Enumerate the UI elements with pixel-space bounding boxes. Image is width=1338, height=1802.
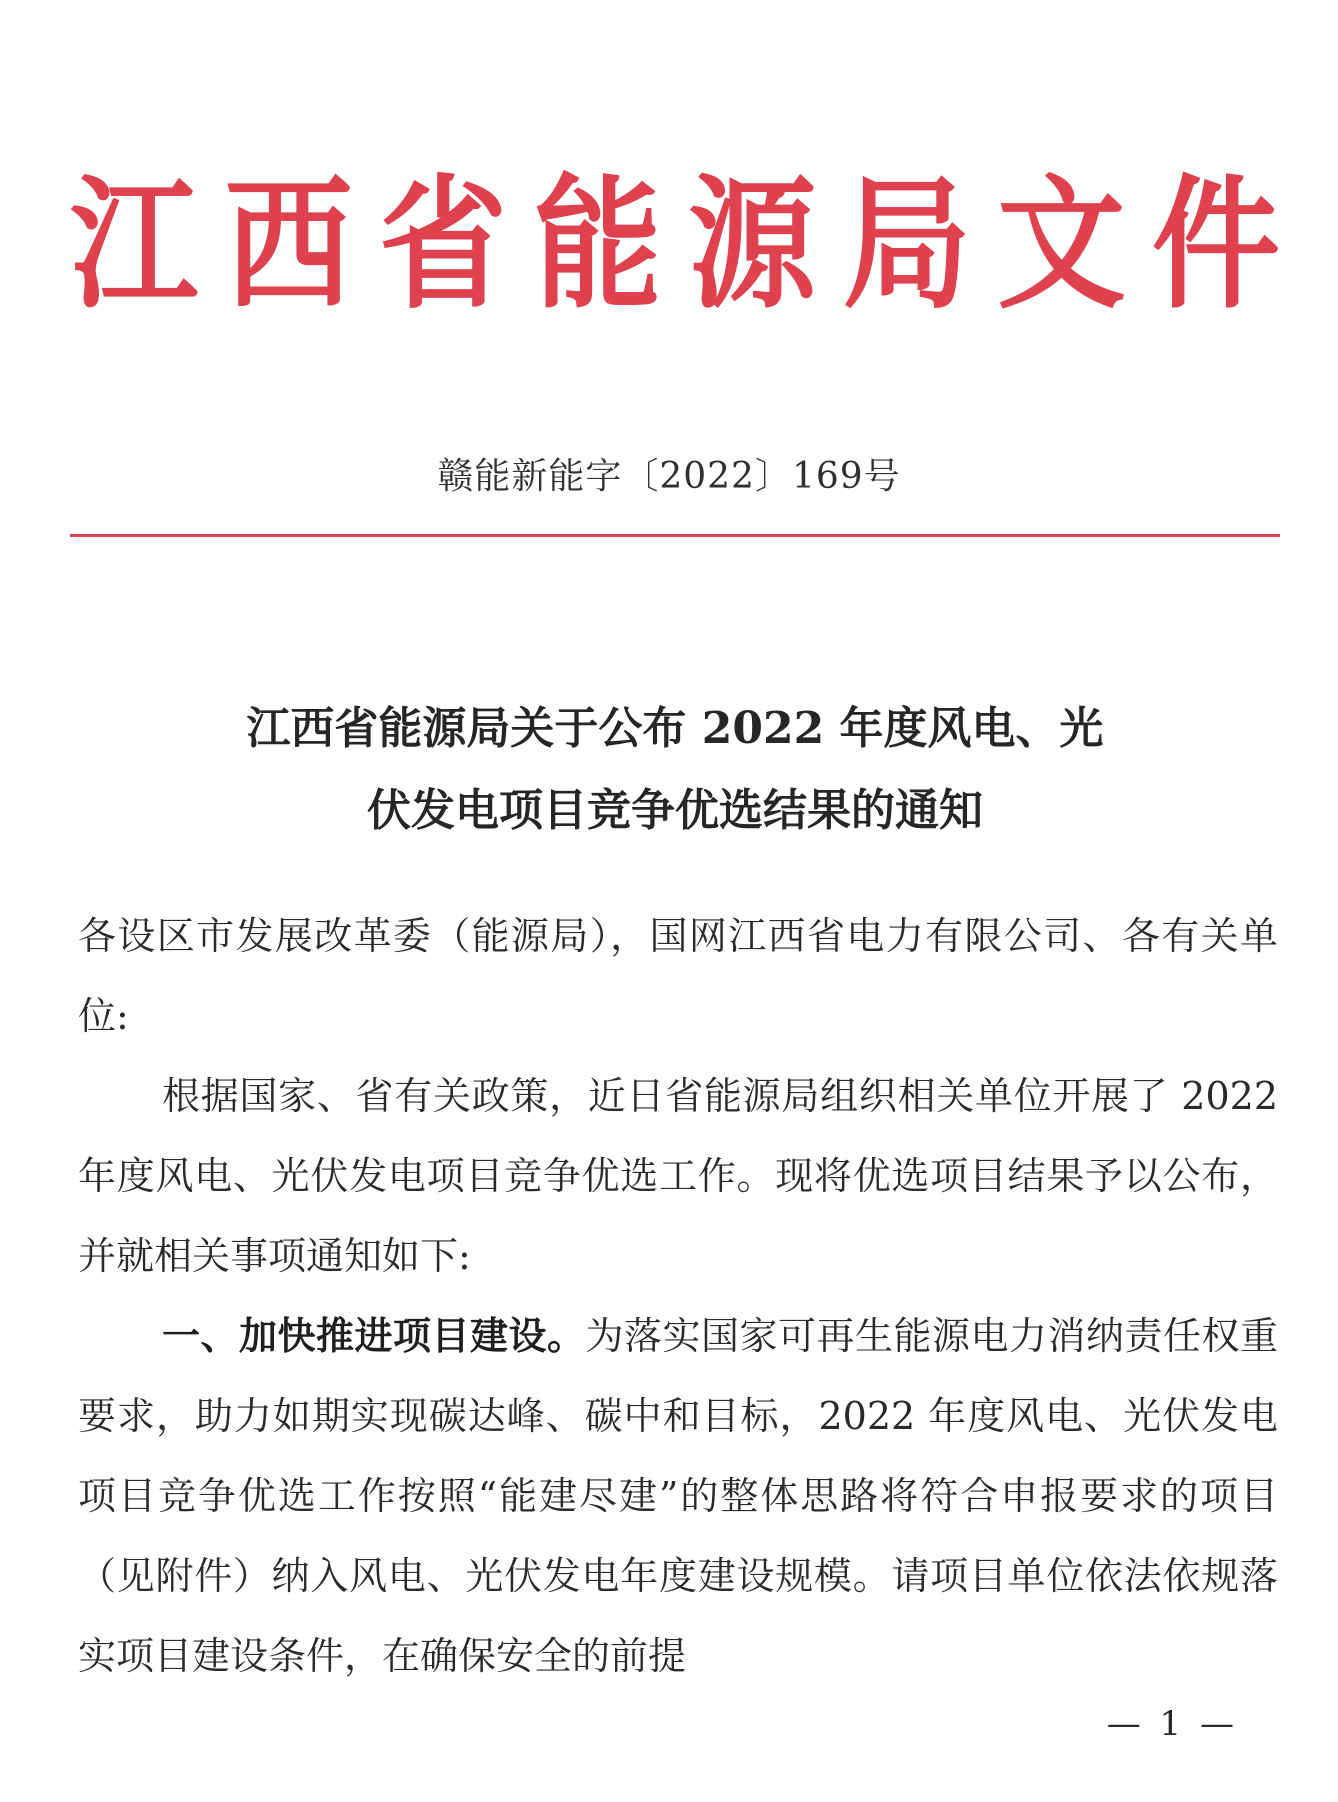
masthead-char: 件 bbox=[1151, 161, 1280, 329]
document-title bbox=[70, 688, 1280, 852]
masthead-char: 源 bbox=[688, 161, 817, 329]
document-number: 赣能新能字〔2022〕169号 bbox=[437, 456, 901, 497]
masthead-char: 局 bbox=[842, 161, 971, 329]
page-number: — 1 — bbox=[1106, 1704, 1238, 1744]
red-divider bbox=[70, 534, 1280, 537]
masthead-char: 省 bbox=[379, 161, 508, 329]
document-body bbox=[78, 896, 1278, 1696]
paragraph-2-text: 为落实国家可再生能源电力消纳责任权重要求，助力如期实现碳达峰、碳中和目标，2022 年度风电、光伏发电项目竞争优选工作按照“能建尽建”的整体思路将符合申报要求的项目（见附件）纳入风电、光伏发电年度建设规模。请项目单位依法依规落实项目建设条件，在确保安全的前提 bbox=[78, 1314, 1278, 1678]
title-line-2: 伏发电项目竞争优选结果的通知 bbox=[367, 785, 983, 836]
masthead-char: 能 bbox=[533, 161, 662, 329]
masthead-char: 西 bbox=[224, 161, 353, 329]
addressee: 各设区市发展改革委（能源局），国网江西省电力有限公司、各有关单位: bbox=[78, 914, 1278, 1038]
masthead bbox=[70, 160, 1280, 330]
masthead-char: 文 bbox=[997, 161, 1126, 329]
title-line-1: 江西省能源局关于公布 2022 年度风电、光 bbox=[246, 703, 1104, 754]
section-heading: 一、加快推进项目建设。 bbox=[162, 1313, 586, 1358]
paragraph-2 bbox=[78, 1296, 1278, 1696]
paragraph-1: 根据国家、省有关政策，近日省能源局组织相关单位开展了 2022 年度风电、光伏发电项目竞争优选工作。现将优选项目结果予以公布，并就相关事项通知如下: bbox=[78, 1074, 1278, 1278]
masthead-char: 江 bbox=[70, 161, 199, 329]
